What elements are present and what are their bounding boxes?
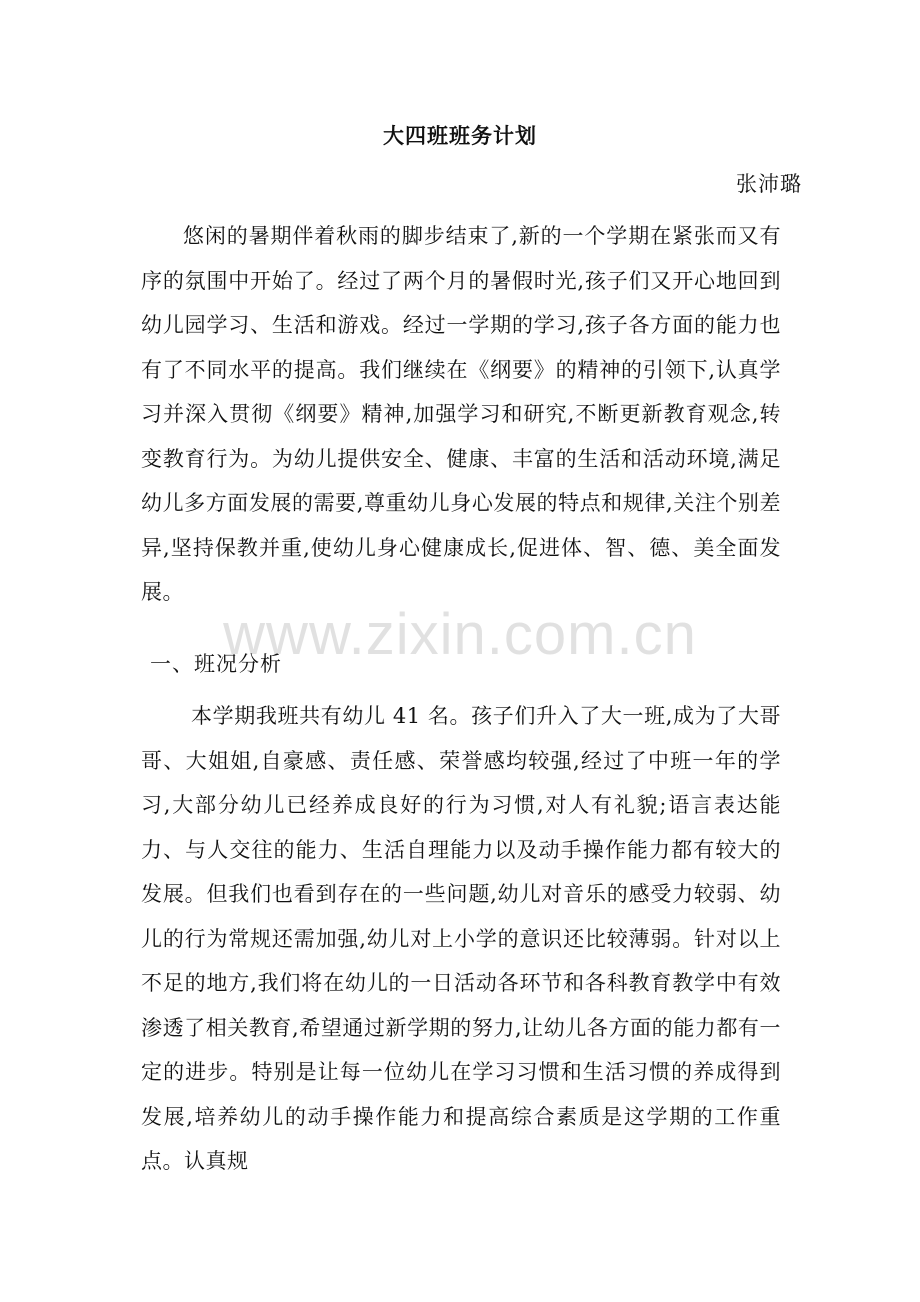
document-title: 大四班班务计划 — [383, 123, 537, 148]
class-analysis-paragraph: 本学期我班共有幼儿 41 名。孩子们升入了大一班,成为了大哥哥、大姐姐,自豪感、责任感、荣誉感均较强,经过了中班一年的学习,大部分幼儿已经养成良好的行为习惯,对人有礼貌;语言表达能力、与人交往的能力、生活自理能力以及动手操作能力都有较大的发展。但我们也看到存在的一些问题,幼儿对音乐的感受力较弱、幼儿的行为常规还需加强,幼儿对上小学的意识还比较薄弱。针对以上不足的地方,我们将在幼儿的一日活动各环节和各科教育教学中有效渗透了相关教育,希望通过新学期的努力,让幼儿各方面的能力都有一定的进步。特别是让每一位幼儿在学习习惯和生活习惯的养成得到发展,培养幼儿的动手操作能力和提高综合素质是这学期的工作重点。认真规 — [141, 704, 781, 1173]
section-heading-class-analysis: 一、班况分析 — [150, 652, 282, 676]
intro-paragraph: 悠闲的暑期伴着秋雨的脚步结束了,新的一个学期在紧张而又有序的氛围中开始了。经过了两个月的暑假时光,孩子们又开心地回到幼儿园学习、生活和游戏。经过一学期的学习,孩子各方面的能力也有了不同水平的提高。我们继续在《纲要》的精神的引领下,认真学习并深入贯彻《纲要》精神,加强学习和研究,不断更新教育观念,转变教育行为。为幼儿提供安全、健康、丰富的生活和活动环境,满足幼儿多方面发展的需要,尊重幼儿身心发展的特点和规律,关注个别差异,坚持保教并重,使幼儿身心健康成长,促进体、智、德、美全面发展。 — [141, 224, 781, 604]
watermark: www.zixin.com.cn — [223, 602, 697, 667]
author-name: 张沛璐 — [736, 172, 802, 196]
